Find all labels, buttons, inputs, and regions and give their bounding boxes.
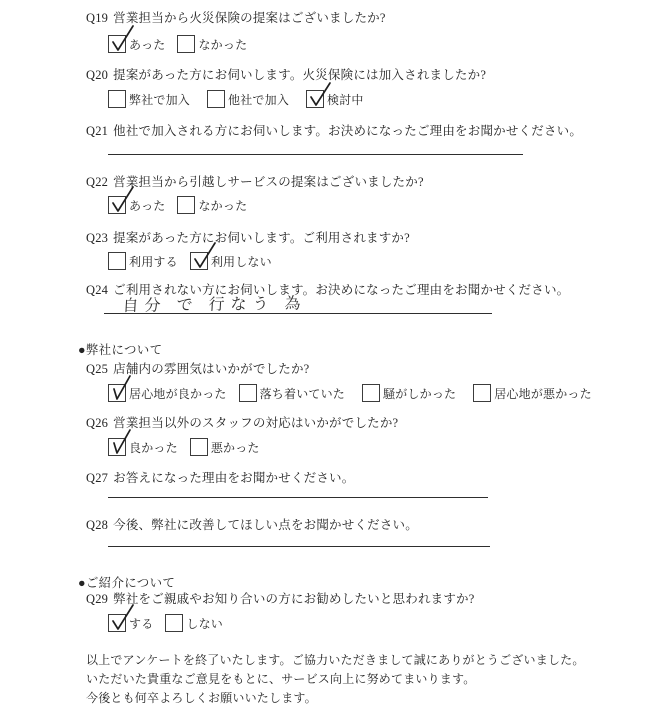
option-label: 利用しない	[210, 254, 272, 269]
q29-option-2[interactable]	[165, 614, 223, 632]
q26-option-1[interactable]	[108, 438, 178, 456]
options-q23	[108, 252, 272, 270]
question-q29	[86, 589, 475, 607]
question-q20	[86, 65, 486, 83]
question-number: Q21	[86, 124, 109, 138]
q29-option-1[interactable]	[108, 614, 153, 632]
checkbox[interactable]	[362, 384, 380, 402]
question-number: Q25	[86, 362, 109, 376]
q22-option-1[interactable]	[108, 196, 165, 214]
options-q22	[108, 196, 247, 214]
q23-option-2[interactable]	[190, 252, 272, 270]
question-text: 提案があった方にお伺いします。火災保険には加入されましたか?	[113, 68, 487, 82]
question-q27	[86, 468, 354, 486]
q23-option-1[interactable]	[108, 252, 178, 270]
q20-option-1[interactable]	[108, 90, 190, 108]
handwritten-answer-q24: 自分 で 行なう 為	[122, 295, 308, 315]
question-number: Q20	[86, 68, 109, 82]
question-q22	[86, 172, 424, 190]
option-label: あった	[129, 198, 166, 213]
checkmark-icon	[108, 373, 136, 405]
option-label: 良かった	[129, 440, 178, 455]
checkbox[interactable]	[108, 384, 126, 402]
checkmark-icon	[306, 79, 334, 111]
q19-option-1[interactable]	[108, 35, 165, 53]
checkmark-icon	[108, 427, 136, 459]
checkbox[interactable]	[190, 438, 208, 456]
question-text: 提案があった方にお伺いします。ご利用されますか?	[113, 231, 410, 245]
footer-line-3: 今後とも何卒よろしくお願いいたします。	[86, 691, 317, 705]
question-text: 営業担当以外のスタッフの対応はいかがでしたか?	[113, 416, 399, 430]
checkbox[interactable]	[306, 90, 324, 108]
options-q26	[108, 438, 260, 456]
question-text: 今後、弊社に改善してほしい点をお聞かせください。	[113, 518, 418, 532]
option-label: 他社で加入	[228, 92, 290, 107]
q26-option-2[interactable]	[190, 438, 260, 456]
question-q28	[86, 515, 418, 533]
q20-option-2[interactable]	[207, 90, 289, 108]
checkmark-icon	[108, 24, 136, 56]
q25-option-1[interactable]	[108, 384, 227, 402]
checkmark-icon	[190, 241, 218, 273]
q25-option-4[interactable]	[473, 384, 592, 402]
checkbox[interactable]	[473, 384, 491, 402]
section-header-referral: ●ご紹介について	[78, 576, 176, 590]
question-text: お答えになった理由をお聞かせください。	[113, 471, 355, 485]
checkbox[interactable]	[108, 196, 126, 214]
checkbox[interactable]	[108, 35, 126, 53]
option-label: なかった	[198, 37, 248, 52]
question-text: 営業担当から火災保険の提案はございましたか?	[113, 11, 386, 25]
question-text: ご利用されない方にお伺いします。お決めになったご理由をお聞かせください。	[113, 283, 570, 297]
checkbox[interactable]	[165, 614, 183, 632]
question-text: 営業担当から引越しサービスの提案はございましたか?	[113, 175, 424, 189]
checkbox[interactable]	[108, 614, 126, 632]
q25-option-2[interactable]	[239, 384, 345, 402]
question-number: Q26	[86, 416, 109, 430]
q22-option-2[interactable]	[177, 196, 247, 214]
question-text: 店舗内の雰囲気はいかがでしたか?	[113, 362, 310, 376]
question-q21	[86, 121, 582, 139]
question-q23	[86, 228, 410, 246]
checkbox[interactable]	[108, 252, 126, 270]
option-label: 弊社で加入	[129, 92, 191, 107]
answer-line-q27[interactable]	[108, 497, 488, 498]
checkmark-icon	[108, 603, 136, 635]
answer-line-q28[interactable]	[108, 546, 490, 547]
options-q29	[108, 614, 223, 632]
checkmark-icon	[108, 185, 136, 217]
option-label: 居心地が良かった	[129, 386, 227, 401]
option-label: 落ち着いていた	[259, 386, 346, 401]
q25-option-3[interactable]	[362, 384, 456, 402]
option-label: 利用する	[129, 254, 178, 269]
question-number: Q19	[86, 11, 109, 25]
option-label: 検討中	[327, 92, 364, 107]
options-q25	[108, 384, 592, 402]
q19-option-2[interactable]	[177, 35, 247, 53]
option-label: なかった	[198, 198, 248, 213]
answer-line-q24[interactable]	[104, 313, 492, 314]
section-header-company: ●弊社について	[78, 343, 163, 357]
option-label: あった	[129, 37, 166, 52]
question-number: Q27	[86, 471, 109, 485]
option-label: する	[129, 616, 154, 631]
checkbox[interactable]	[108, 438, 126, 456]
answer-line-q21[interactable]	[108, 154, 523, 155]
q20-option-3[interactable]	[306, 90, 364, 108]
question-text: 他社で加入される方にお伺いします。お決めになったご理由をお聞かせください。	[113, 124, 583, 138]
option-label: しない	[186, 616, 224, 631]
checkbox[interactable]	[177, 35, 195, 53]
option-label: 騒がしかった	[383, 386, 457, 401]
checkbox[interactable]	[108, 90, 126, 108]
footer-line-2: いただいた貴重なご意見をもとに、サービス向上に努めてまいります。	[86, 672, 476, 686]
question-number: Q22	[86, 175, 109, 189]
question-text: 弊社をご親戚やお知り合いの方にお勧めしたいと思われますか?	[113, 592, 475, 606]
options-q20	[108, 90, 364, 108]
question-number: Q23	[86, 231, 109, 245]
option-label: 居心地が悪かった	[494, 386, 592, 401]
option-label: 悪かった	[210, 440, 260, 455]
checkbox[interactable]	[177, 196, 195, 214]
footer-line-1: 以上でアンケートを終了いたします。ご協力いただきまして誠にありがとうございました。	[86, 653, 585, 667]
checkbox[interactable]	[190, 252, 208, 270]
question-number: Q28	[86, 518, 109, 532]
checkbox[interactable]	[239, 384, 257, 402]
checkbox[interactable]	[207, 90, 225, 108]
question-number: Q29	[86, 592, 109, 606]
options-q19	[108, 35, 247, 53]
question-number: Q24	[86, 283, 109, 297]
